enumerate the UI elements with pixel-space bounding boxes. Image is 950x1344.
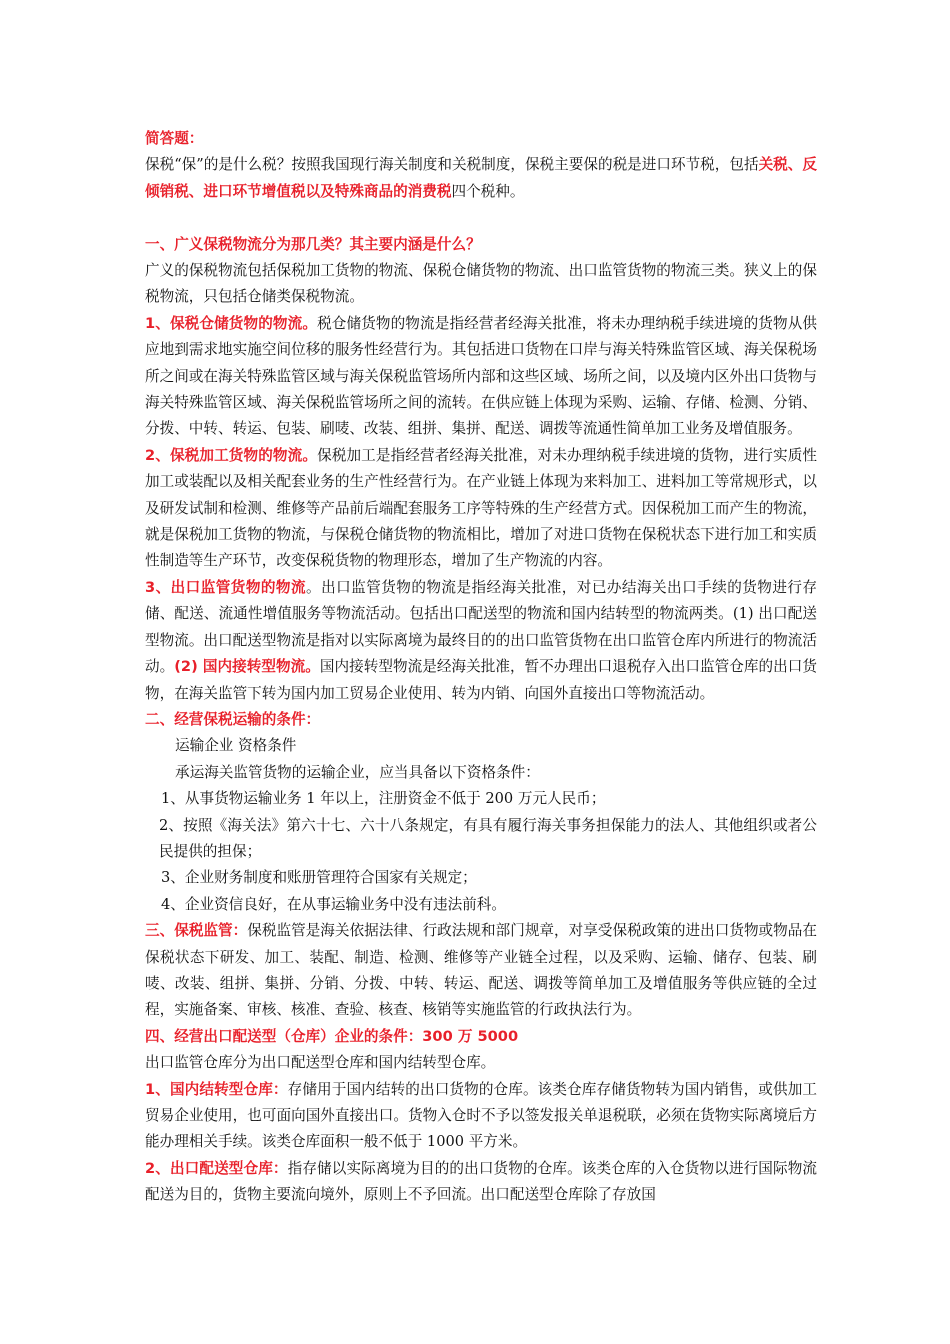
item-domestic-transfer [145, 1077, 817, 1156]
line: 运输企业 资格条件 [175, 737, 297, 755]
item-text: 指存储以实际离境为目的的出口货物的仓库。该类仓库的入仓货物以进行国际物流配送为目的，货物主要流向境外，原则上不予回流。出口配送型仓库除了存放国 [145, 1159, 817, 1204]
heading-1: 一、广义保税物流分为那几类？其主要内涵是什么？ [145, 235, 481, 253]
document-page [145, 126, 817, 1209]
section-text: 保税监管是海关依据法律、行政法规和部门规章，对享受保税政策的进出口货物或物品在保税状态下研发、加工、装配、制造、检测、维修等产业链全过程，以及采购、运输、储存、包装、刷唛、改装、组拼、集拼、分销、分拨、中转、转运、配送、调拨等简单加工及增值服务等供应链的全过程，实施备案、审核、核准、查验、核查、核销等实施监管的行政执法行为。 [145, 922, 817, 1019]
item-text: 存储用于国内结转的出口货物的仓库。该类仓库存储货物转为国内销售，或供加工贸易企业使用，也可面向国外直接出口。货物入仓时不予以签发报关单退税联，必须在货物实际离境后方能办理相关手续。该类仓库面积一般不低于 1000 平方米。 [145, 1080, 817, 1151]
section-bonded-supervision [145, 918, 817, 1024]
line: 承运海关监管货物的运输企业，应当具备以下资格条件： [175, 763, 540, 781]
item-bonded-storage [145, 311, 817, 443]
section-title: 简答题： [145, 130, 204, 147]
paragraph: 出口监管仓库分为出口配送型仓库和国内结转型仓库。 [145, 1054, 496, 1072]
blank-line [145, 205, 817, 231]
item-heading: 2、保税加工货物的物流。 [145, 446, 318, 464]
intro-text-end: 四个税种。 [451, 182, 525, 200]
paragraph: 广义的保税物流包括保税加工货物的物流、保税仓储货物的物流、出口监管货物的物流三类。狭义上的保税物流，只包括仓储类保税物流。 [145, 262, 817, 306]
condition-item: 3、企业财务制度和账册管理符合国家有关规定； [161, 869, 477, 887]
condition-item: 4、企业资信良好，在从事运输业务中没有违法前科。 [161, 895, 506, 913]
intro-paragraph [145, 152, 817, 205]
item-heading: 2、出口配送型仓库： [145, 1159, 288, 1177]
item-text: 。出口监管货物的物流是指经海关批准，对已办结海关出口手续的货物进行存储、配送、流通性增值服务等物流活动。包括出口配送型的物流和国内结转型的物流两类。(1) 出口配送型物流。出口配送型物流是指对以实际离境为最终目的的出口监管货物在出口监管仓库内所进行的物流活动。 [145, 578, 817, 676]
intro-highlight: 关税、反倾销税、进口环节增值税以及特殊商品的消费税 [145, 156, 817, 200]
item-text: 国内接转型物流是经海关批准，暂不办理出口退税存入出口监管仓库的出口货物，在海关监管下转为国内加工贸易企业使用、转为内销、向国外直接出口等物流活动。 [145, 658, 817, 702]
item-export-distribution [145, 1156, 817, 1209]
item-heading: 3、出口监管货物的物流 [145, 578, 307, 596]
item-heading: 1、国内结转型仓库： [145, 1080, 288, 1098]
item-text: 税仓储货物的物流是指经营者经海关批准，将未办理纳税手续进境的货物从供应地到需求地实施空间位移的服务性经营行为。其包括进口货物在口岸与海关特殊监管区域、海关保税场所之间或在海关特殊监管区域与海关保税监管场所内部和这些区域、场所之间，以及境内区外出口货物与海关特殊监管区域、海关保税监管场所之间的流转。在供应链上体现为采购、运输、存储、检测、分销、分拨、中转、转运、包装、刷唛、改装、组拼、集拼、配送、调拨等流通性简单加工业务及增值服务。 [145, 314, 817, 438]
heading-2: 二、经营保税运输的条件： [145, 710, 321, 728]
item-heading: 1、保税仓储货物的物流。 [145, 314, 318, 332]
item-subheading: (2) 国内接转型物流。 [174, 658, 320, 676]
condition-item: 2、按照《海关法》第六十七、六十八条规定，有具有履行海关事务担保能力的法人、其他组织或者公民提供的担保； [159, 816, 817, 860]
intro-text: 保税“保”的是什么税？按照我国现行海关制度和关税制度，保税主要保的税是进口环节税，包括 [145, 156, 759, 174]
item-text: 保税加工是指经营者经海关批准，对未办理纳税手续进境的货物，进行实质性加工或装配以及相关配套业务的生产性经营行为。在产业链上体现为来料加工、进料加工等常规形式，以及研发试制和检测、维修等产品前后端配套服务工序等特殊的生产经营方式。因保税加工而产生的物流，就是保税加工货物的物流，与保税仓储货物的物流相比，增加了对进口货物在保税状态下进行加工和实质性制造等生产环节，改变保税货物的物理形态，增加了生产物流的内容。 [145, 446, 817, 570]
heading-4: 四、经营出口配送型（仓库）企业的条件：300 万 5000 [145, 1027, 519, 1045]
item-export-supervised [145, 575, 817, 707]
condition-item: 1、从事货物运输业务 1 年以上，注册资金不低于 200 万元人民币； [161, 790, 606, 808]
item-bonded-processing [145, 443, 817, 575]
heading-3: 三、保税监管： [145, 922, 248, 940]
